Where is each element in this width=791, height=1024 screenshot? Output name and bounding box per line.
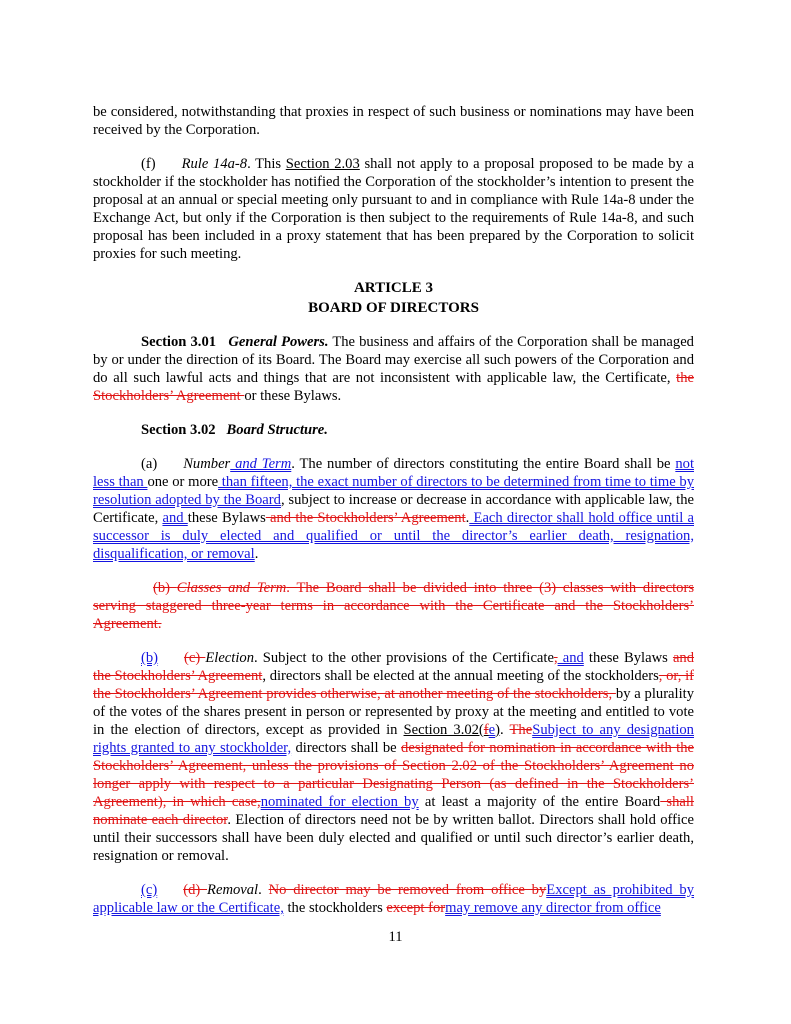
- article-number: ARTICLE 3: [353, 280, 434, 296]
- inserted-label: (b): [141, 650, 159, 666]
- deleted-text: shall nominate each director: [93, 794, 694, 828]
- deleted-text: , or, if the Stockholders’ Agreement provides otherwise, at another meeting of the stockholders,: [93, 668, 694, 702]
- inserted-text: and Term: [230, 456, 292, 472]
- deleted-text: the Stockholders’ Agreement: [93, 370, 694, 404]
- inserted-text: not less than: [93, 456, 694, 490]
- deleted-label: (c): [184, 650, 206, 666]
- paragraph-label: (f): [141, 156, 156, 172]
- section-title: General Powers.: [228, 334, 329, 350]
- inserted-text: may remove any director from office: [445, 900, 661, 916]
- article-title: BOARD OF DIRECTORS: [308, 300, 479, 316]
- section-title: Board Structure.: [226, 422, 328, 438]
- inserted-label: (c): [141, 882, 158, 898]
- section-reference: Section 2.03: [285, 156, 360, 172]
- paragraph-title: Rule 14a-8: [181, 156, 248, 172]
- inserted-text: Subject to any designation rights granted to any stockholder,: [93, 722, 694, 756]
- deleted-text: No director may be removed from office by: [268, 882, 547, 898]
- section-3-01: Section 3.01 General Powers. The business and affairs of the Corporation shall be managed by or under the direction of its Board. The Board may exercise all such powers of the Corporation and do all such lawful acts and things that are not inconsistent with applicable law, the Certificate, the Stockholders’ Agreement or these Bylaws.: [93, 334, 694, 404]
- subsection-a-number-and-term: (a) Number and Term. The number of directors constituting the entire Board shall be not less than one or more than fifteen, the exact number of directors to be determined from time to time by resolution adopted by the Board, subject to increase or decrease in accordance with applicable law, the Certificate, and these Bylaws and the Stockholders’ Agreement. Each director shall hold office until a successor is duly elected and qualified or until the director’s earlier death, resignation, disqualification, or removal.: [93, 456, 694, 562]
- deleted-text: designated for nomination in accordance with the Stockholders’ Agreement, unless the provisions of Section 2.02 of the Stockholders’ Agreement no longer apply with respect to a particular Designating Person (as defined in the Stockholders’ Agreement), in which case,: [93, 740, 694, 810]
- deleted-subsection-b-classes: (b) Classes and Term. The Board shall be divided into three (3) classes with directors serving staggered three-year terms in accordance with the Certificate and the Stockholders’ Agreement.: [93, 580, 694, 632]
- inserted-text: than fifteen, the exact number of directors to be determined from time to time by resolution adopted by the Board: [93, 474, 694, 508]
- subsection-title: Number: [183, 456, 231, 472]
- subsection-label: (a): [141, 456, 158, 472]
- deleted-label: (d): [183, 882, 208, 898]
- subsection-title: Removal: [207, 882, 259, 898]
- inserted-text: and: [162, 510, 188, 526]
- document-page: [93, 103, 694, 917]
- section-number: Section 3.02: [141, 422, 216, 438]
- article-heading: [93, 279, 694, 317]
- inserted-text: Except as prohibited by applicable law or the Certificate,: [93, 882, 695, 916]
- subsection-title: Election: [205, 650, 254, 666]
- section-3-02-heading: [93, 421, 694, 439]
- deleted-text: and the Stockholders’ Agreement: [265, 510, 466, 526]
- inserted-text: nominated for election by: [260, 794, 419, 810]
- subsection-b-election: (b) (c) Election. Subject to the other provisions of the Certificate, and these Bylaws and the Stockholders’ Agreement, directors shall be elected at the annual meeting of the stockholders, or, if the Stockholders’ Agreement provides otherwise, at another meeting of the stockholders, by a plurality of the votes of the shares present in person or represented by proxy at the meeting and entitled to vote in the election of directors, except as provided in Section 3.02(fe). TheSubject to any designation rights granted to any stockholder, directors shall be designated for nomination in accordance with the Stockholders’ Agreement, unless the provisions of Section 2.02 of the Stockholders’ Agreement no longer apply with respect to a particular Designating Person (as defined in the Stockholders’ Agreement), in which case,nominated for election by at least a majority of the entire Board shall nominate each director. Election of directors need not be by written ballot. Directors shall hold office until their successors shall have been duly elected and qualified or until such director’s earlier death, resignation or removal.: [93, 650, 695, 864]
- paragraph-continuation: be considered, notwithstanding that proxies in respect of such business or nominations may have been received by the Corporation.: [93, 104, 694, 138]
- inserted-text: Each director shall hold office until a successor is duly elected and qualified or until the director’s earlier death, resignation, disqualification, or removal: [93, 510, 694, 562]
- subsection-c-removal: (c) (d) Removal. No director may be removed from office byExcept as prohibited by applicable law or the Certificate, the stockholders except formay remove any director from office: [93, 882, 695, 916]
- section-number: Section 3.01: [141, 334, 217, 350]
- paragraph-f-rule-14a-8: (f) Rule 14a-8. This Section 2.03 shall not apply to a proposal proposed to be made by a stockholder if the stockholder has notified the Corporation of the stockholder’s intention to present the proposal at an annual or special meeting only pursuant to and in compliance with Rule 14a-8 under the Exchange Act, but only if the Corporation is then subject to the requirements of Rule 14a-8, and such proposal has been included in a proxy statement that has been prepared by the Corporation to solicit proxies for such meeting.: [93, 156, 694, 262]
- page-number: 11: [388, 929, 403, 945]
- deleted-text: except for: [386, 900, 446, 916]
- deleted-text: and the Stockholders’ Agreement: [93, 650, 695, 684]
- section-reference: Section 3.02(fe): [403, 722, 501, 738]
